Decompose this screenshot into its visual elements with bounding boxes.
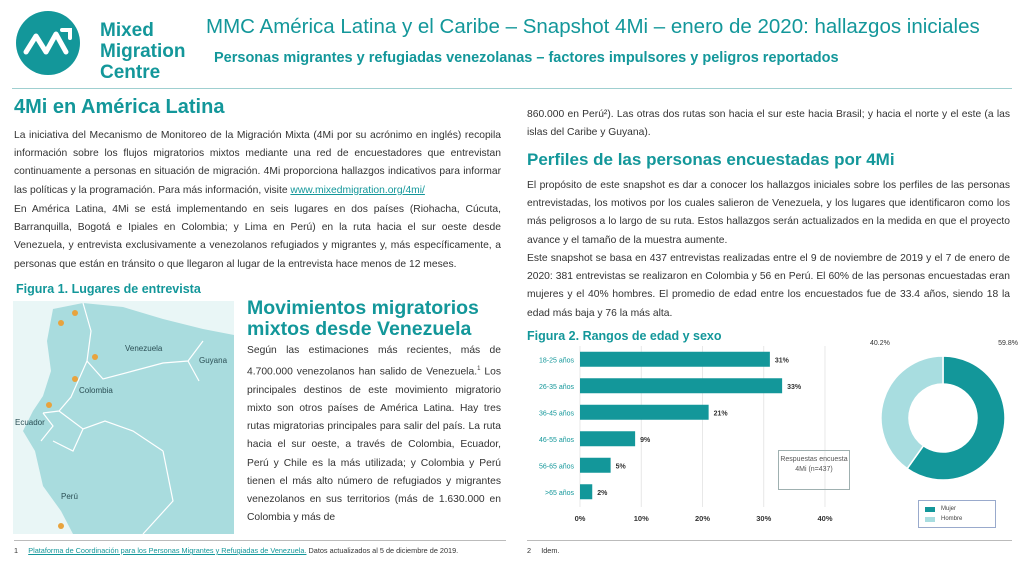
- map-label-peru: Perú: [61, 492, 78, 501]
- donut-legend: [918, 500, 996, 528]
- footnote-2: [527, 546, 559, 555]
- mmc-logo-mark: [12, 8, 84, 78]
- bar-value-label: 9%: [640, 436, 651, 444]
- paragraph-perfiles-purpose: El propósito de este snapshot es dar a conocer los hallazgos iniciales sobre los perfiles de las personas entrevistadas, los motivos por los cuales salieron de Venezuela, y los lugares que identificaron como los más peligrosos a lo largo de su ruta. Estos hallazgos serán actualizados en la medida en que el proyecto avance y el tamaño de la muestra aumente.: [527, 180, 1010, 246]
- bar: [580, 484, 592, 499]
- bar: [580, 352, 770, 367]
- logo-line-2: Migration: [100, 41, 186, 62]
- interview-locations-map: [13, 301, 234, 534]
- bar-value-label: 5%: [615, 463, 626, 471]
- legend-label-mujer: Mujer: [941, 506, 957, 512]
- section-title-4mi: 4Mi en América Latina: [14, 96, 225, 118]
- map-label-colombia: Colombia: [79, 386, 113, 395]
- paragraph-routes-cont: 860.000 en Perú²). Las otras dos rutas son hacia el sur este hacia Brasil; y hacia el norte y el este (a las islas del Caribe y Guyana).: [527, 109, 1010, 139]
- map-land: [23, 303, 234, 534]
- footnote-1-number: 1: [14, 546, 19, 555]
- age-range-bar-chart: [527, 340, 847, 530]
- location-dot: [92, 354, 98, 360]
- sex-donut-chart: [868, 336, 1018, 486]
- respuestas-box: Respuestas encuesta 4Mi (n=437): [778, 450, 850, 490]
- paragraph-4mi-intro-text: La iniciativa del Mecanismo de Monitoreo de la Migración Mixta (4Mi por su acrónimo en inglés) recopila información sobre los flujos migratorios mixtos mediante una red de encuestadores que entrevistan continuamente a personas en situación de migración. 4Mi proporciona hallazgos indicativos para informar las políticas y la programación. Para más información, visite: [14, 130, 501, 196]
- footnote-divider-2: [527, 540, 1012, 541]
- bar-value-label: 31%: [774, 357, 789, 365]
- location-dot: [72, 310, 78, 316]
- x-tick-label: 10%: [633, 514, 649, 523]
- page-title: MMC América Latina y el Caribe – Snapshot 4Mi – enero de 2020: hallazgos iniciales: [206, 15, 980, 38]
- category-label: 46-55 años: [538, 436, 574, 444]
- category-label: 36-45 años: [538, 410, 574, 418]
- bar: [580, 378, 782, 393]
- location-dot: [58, 320, 64, 326]
- bar-value-label: 2%: [597, 489, 608, 497]
- section-title-movimientos: Movimientos migratorios mixtos desde Venezuela: [247, 297, 479, 340]
- paragraph-movimientos-text-2: Los principales destinos de este movimiento migratorio mixto son otros países de América Latina. Hay tres rutas migratorias principales para salir del país. La ruta hacia el sur oeste, a través de Colombia, Ecuador, Perú y Chile es la más utilizada; y Colombia y Perú tienen el más alto número de refugiados y migrantes venezolanos en sus territorios (más de 1.630.000 en Colombia y más de: [247, 366, 501, 524]
- location-dot: [58, 523, 64, 529]
- map-label-guyana: Guyana: [199, 356, 228, 365]
- bar-value-label: 33%: [787, 383, 802, 391]
- map-label-ecuador: Ecuador: [15, 418, 45, 427]
- paragraph-4mi-intro: [14, 127, 501, 200]
- logo-line-3: Centre: [100, 62, 161, 83]
- x-tick-label: 0%: [574, 514, 586, 523]
- bar-value-label: 21%: [713, 410, 728, 418]
- logo-wordmark: [100, 20, 186, 83]
- location-dot: [72, 376, 78, 382]
- section-title-perfiles: Perfiles de las personas encuestadas por 4Mi: [527, 150, 895, 169]
- category-label: 56-65 años: [538, 463, 574, 471]
- page-subtitle: Personas migrantes y refugiadas venezolanas – factores impulsores y peligros reportados: [214, 50, 839, 66]
- header-divider: [12, 88, 1012, 89]
- legend-swatch-hombre: [925, 517, 935, 522]
- x-tick-label: 20%: [694, 514, 711, 523]
- mmc-logo: [12, 8, 192, 83]
- paragraph-4mi-latam: En América Latina, 4Mi se está implementando en seis lugares en dos países (Riohacha, Cúcuta, Barranquilla, Bogotá e Ipiales en Colombia; y Lima en Perú) en la ruta hacia el sur oeste desde Venezuela, y entrevista exclusivamente a venezolanos refugiados y migrantes y, más específicamente, a personas que están en tránsito o que llegaron al lugar de la entrevista hace menos de 12 meses.: [14, 204, 501, 270]
- donut-label-hombre: 40.2%: [870, 340, 890, 347]
- footnote-1-link[interactable]: Plataforma de Coordinación para los Personas Migrantes y Refugiadas de Venezuela.: [28, 546, 307, 555]
- footnote-ref-1: 1: [477, 366, 481, 373]
- bar: [580, 405, 709, 420]
- donut-label-mujer: 59.8%: [998, 340, 1018, 347]
- footnote-1: [14, 546, 458, 555]
- legend-item-hombre: [925, 516, 962, 522]
- bar: [580, 431, 635, 446]
- x-tick-label: 30%: [756, 514, 772, 523]
- paragraph-movimientos-text: Según las estimaciones más recientes, más de 4.700.000 venezolanos han salido de Venezuela.: [247, 345, 501, 378]
- figure-2-title: Figura 2. Rangos de edad y sexo: [527, 329, 722, 343]
- category-label: 26-35 años: [538, 383, 574, 391]
- paragraph-perfiles-sample: Este snapshot se basa en 437 entrevistas realizadas entre el 9 de noviembre de 2019 y el 7 de enero de 2020: 381 entrevistas se realizaron en Colombia y 56 en Perú. El 60% de las personas encuestadas eran mujeres y el 40% hombres. El promedio de edad entre los encuestados fue de 33.4 años, siendo 18 la edad más baja y 76 la más alta.: [527, 253, 1010, 319]
- legend-item-mujer: [925, 506, 956, 512]
- x-tick-label: 40%: [817, 514, 833, 523]
- location-dot: [46, 402, 52, 408]
- figure-1-title: Figura 1. Lugares de entrevista: [16, 282, 201, 296]
- link-4mi-website[interactable]: www.mixedmigration.org/4mi/: [290, 184, 425, 196]
- footnote-1-text: Datos actualizados al 5 de diciembre de 2019.: [306, 546, 459, 555]
- legend-label-hombre: Hombre: [941, 516, 963, 522]
- category-label: >65 años: [545, 489, 574, 497]
- legend-swatch-mujer: [925, 507, 935, 512]
- category-label: 18-25 años: [538, 357, 574, 365]
- bar: [580, 458, 611, 473]
- footnote-divider-1: [14, 540, 506, 541]
- map-label-venezuela: Venezuela: [125, 344, 163, 353]
- footnote-2-text: Idem.: [541, 546, 560, 555]
- footnote-2-number: 2: [527, 546, 532, 555]
- paragraph-movimientos: [247, 342, 501, 527]
- logo-line-1: Mixed: [100, 20, 154, 41]
